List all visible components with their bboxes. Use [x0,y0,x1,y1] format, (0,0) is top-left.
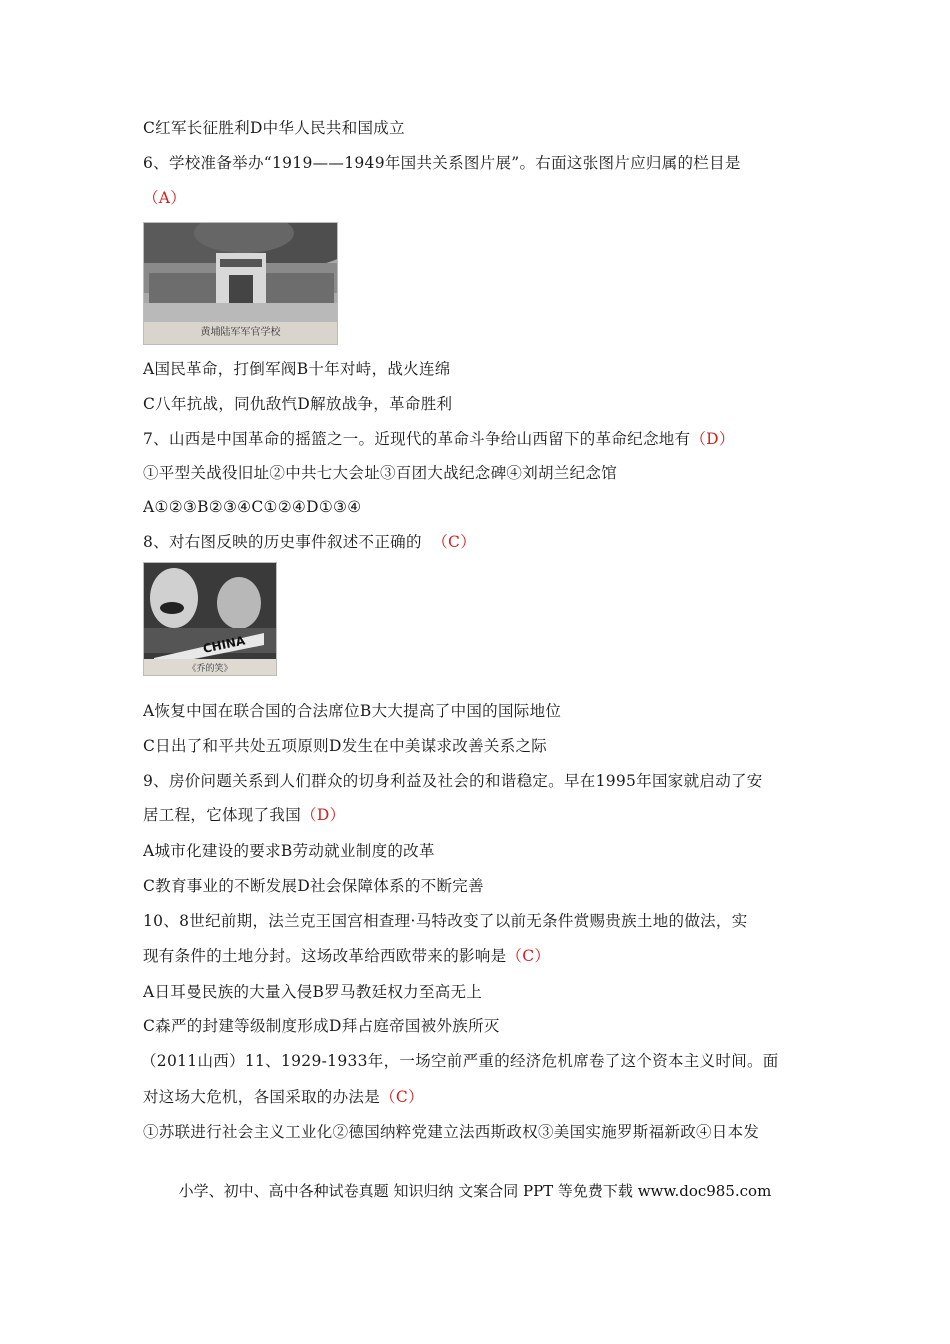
question-10-cont [143,945,813,967]
option-line: C日出了和平共处五项原则D发生在中美谋求改善关系之际 [143,737,548,755]
question-9-cont [143,804,813,826]
question-10-text: 现有条件的土地分封。这场改革给西欧带来的影响是 [143,947,507,965]
whampoa-academy-photo [143,222,338,345]
text-line: C红军长征胜利D中华人民共和国成立 [143,119,405,137]
question-9: 9、房价问题关系到人们群众的切身利益及社会的和谐稳定。早在1995年国家就启动了安 [143,772,763,790]
answer-7: （D） [690,430,735,448]
question-9-text: 居工程，它体现了我国 [143,806,302,824]
answer-8: （C） [432,533,476,551]
question-7-text: 7、山西是中国革命的摇篮之一。近现代的革命斗争给山西留下的革命纪念地有 [143,430,691,448]
answer-9: （D） [301,806,346,824]
china-sign: CHINA [201,633,247,656]
question-7 [143,428,813,450]
page-footer: 小学、初中、高中各种试卷真题 知识归纳 文案合同 PPT 等免费下载 www.doc985.com [178,1182,772,1200]
qiao-smile-photo [143,562,277,676]
question-8-text: 8、对右图反映的历史事件叙述不正确的 [143,533,422,551]
qiao-smile-drawing [144,563,276,675]
question-10: 10、8世纪前期，法兰克王国宫相查理·马特改变了以前无条件赏赐贵族土地的做法，实 [143,912,748,930]
answer-10: （C） [506,947,551,965]
option-line: C森严的封建等级制度形成D拜占庭帝国被外族所灭 [143,1017,500,1035]
question-11: （2011山西）11、1929-1933年，一场空前严重的经济危机席卷了这个资本主义时间。面 [141,1052,779,1070]
option-line: A城市化建设的要求B劳动就业制度的改革 [143,842,435,860]
photo-caption: 黄埔陆军军官学校 [144,322,337,344]
option-line: A国民革命，打倒军阀B十年对峙，战火连绵 [143,360,451,378]
question-8 [143,531,813,553]
question-6: 6、学校准备举办“1919——1949年国共关系图片展”。右面这张图片应归属的栏目是 [143,154,741,172]
option-line: C教育事业的不断发展D社会保障体系的不断完善 [143,877,484,895]
option-line: A①②③B②③④C①②④D①③④ [143,498,362,516]
option-line: A日耳曼民族的大量入侵B罗马教廷权力至高无上 [143,983,483,1001]
answer-6: （A） [143,189,187,207]
option-line: A恢复中国在联合国的合法席位B大大提高了中国的国际地位 [143,702,562,720]
text-line: ①平型关战役旧址②中共七大会址③百团大战纪念碑④刘胡兰纪念馆 [143,464,618,482]
option-line: C八年抗战，同仇敌忾D解放战争，革命胜利 [143,395,453,413]
text-line: ①苏联进行社会主义工业化②德国纳粹党建立法西斯政权③美国实施罗斯福新政④日本发 [143,1123,760,1141]
answer-11: （C） [380,1088,424,1106]
question-11-text: 对这场大危机，各国采取的办法是 [143,1088,381,1106]
photo-caption: 《乔的笑》 [187,664,233,674]
question-11-cont [143,1086,813,1108]
